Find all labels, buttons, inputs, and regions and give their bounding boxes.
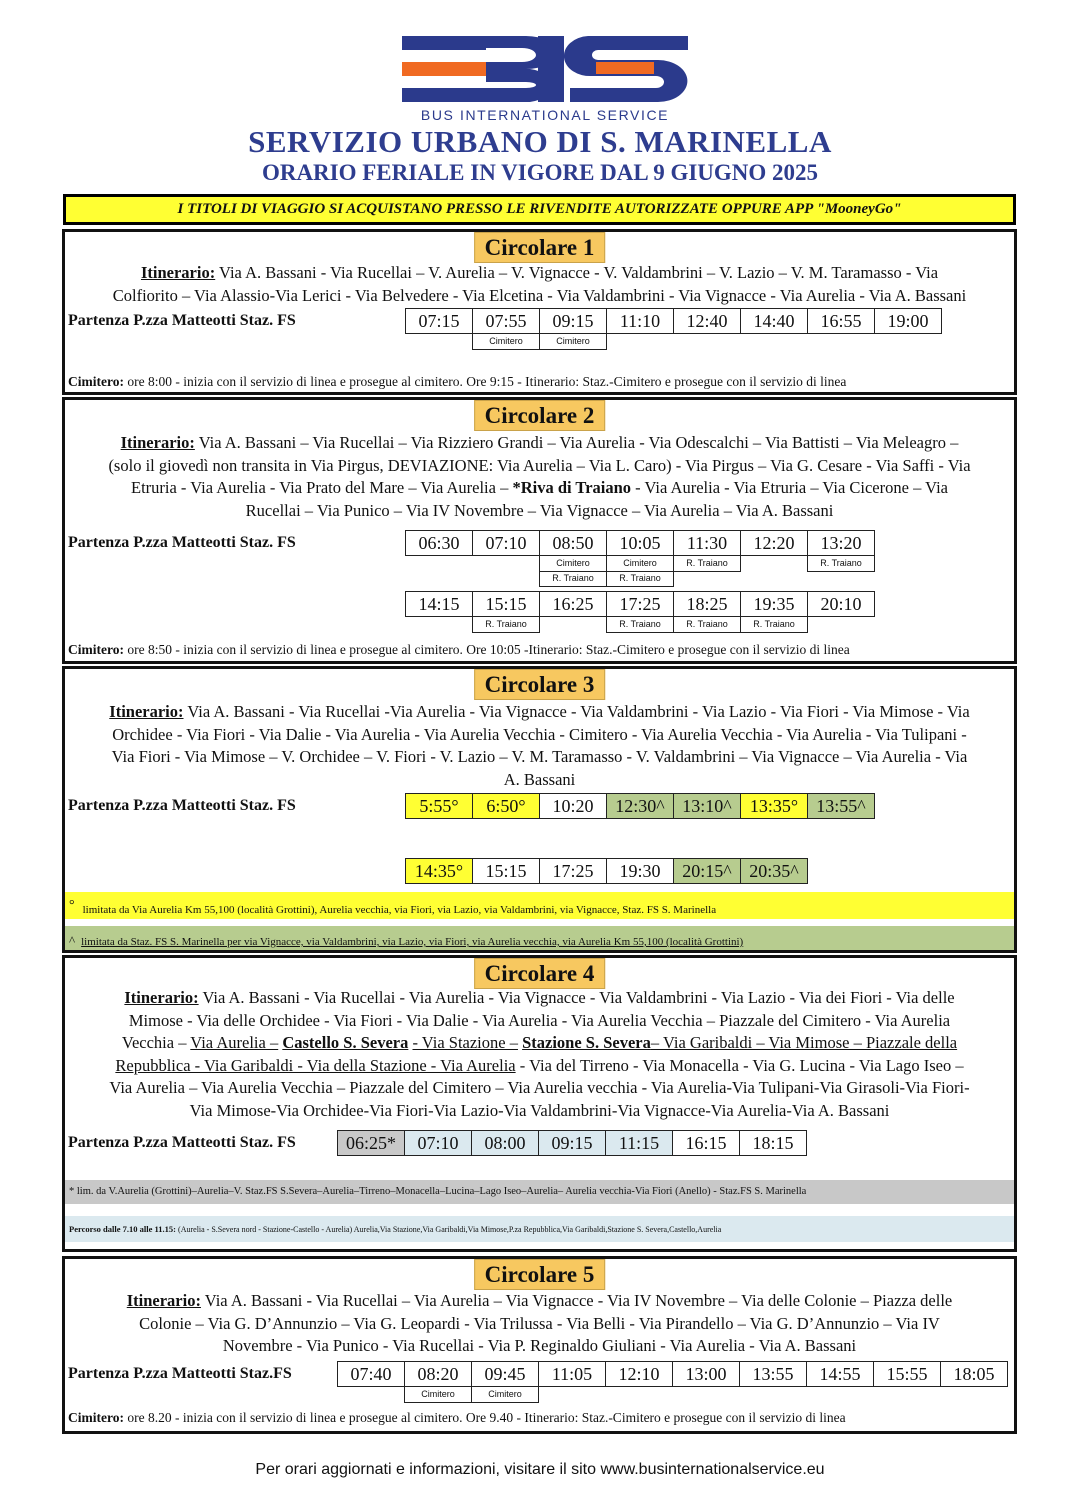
time-cell: 07:10 — [472, 530, 540, 556]
traiano-note: R. Traiano — [539, 571, 607, 587]
itinerary-line: Via A. Bassani - Via Rucellai – Via Aurelia – Via Vignacce - Via IV Novembre – Via delle Colonie – Piazza delle — [204, 1291, 953, 1310]
traiano-note: R. Traiano — [472, 617, 540, 633]
time-cell: 5:55° — [405, 793, 473, 819]
time-value: 19:35 — [753, 594, 795, 614]
legend-text: (Aurelia - S.Severa nord - Stazione-Castello - Aurelia) Aurelia,Via Stazione,Via Garibaldi,Via Mimose,P.za Repubblica,Via Garibaldi,Stazione S. Severa,Castello,Aurelia — [178, 1225, 722, 1234]
time-cell: 16:25 — [539, 591, 607, 617]
times-row — [337, 1361, 1007, 1399]
time-value: 08:20 — [417, 1364, 459, 1384]
time-cell: 20:10 — [807, 591, 875, 617]
cimitero-note: Cimitero — [539, 334, 607, 350]
legend-text: * lim. da V.Aurelia (Grottini)–Aurelia–V. Staz.FS S.Severa–Aurelia–Tirreno–Monacella–Lucina–Lago Iseo–Aurelia– Aurelia vecchia-Via Fiori (Anello) - Staz.FS S. Marinella — [69, 1186, 807, 1197]
time-value: 15:15 — [485, 594, 527, 614]
time-value: 18:25 — [686, 594, 728, 614]
time-cell: 11:15 — [605, 1130, 673, 1156]
itinerary-highlight: Castello S. Severa — [282, 1033, 409, 1052]
time-cell: 15:55 — [873, 1361, 941, 1387]
time-cell: 12:40 — [673, 308, 741, 334]
section-circolare-4 — [62, 955, 1017, 1252]
time-cell: 14:55 — [806, 1361, 874, 1387]
section-circolare-3 — [62, 666, 1017, 953]
itinerary-line: Rucellai – Via Punico – Via IV Novembre – Via Vignacce – Via Aurelia – Via A. Bassani — [245, 500, 834, 520]
legend-label: Percorso dalle 7.10 alle 11.15: — [69, 1224, 177, 1234]
time-cell: 13:55 — [739, 1361, 807, 1387]
time-value: 07:55 — [485, 311, 527, 331]
section-title: Circolare 5 — [474, 1259, 606, 1290]
time-cell: 06:30 — [405, 530, 473, 556]
itinerary-label: Itinerario: — [124, 988, 199, 1007]
time-cell: 07:10 — [404, 1130, 472, 1156]
itinerary — [65, 1290, 1014, 1358]
times-row-1 — [405, 530, 874, 583]
legend-asterisk — [65, 1180, 1014, 1204]
itinerary-line: Via Aurelia – — [190, 1033, 279, 1052]
time-value: 09:45 — [484, 1364, 526, 1384]
section-title: Circolare 4 — [474, 958, 606, 989]
itinerary-label: Itinerario: — [126, 1291, 201, 1310]
times-row-1 — [405, 793, 874, 819]
times-row — [337, 1130, 806, 1156]
time-cell: 10:20 — [539, 793, 607, 819]
itinerary-line: Vecchia – — [121, 1033, 187, 1052]
time-cell: 13:55^ — [807, 793, 875, 819]
time-cell: 15:15 — [472, 858, 540, 884]
time-value: 10:05 — [619, 533, 661, 553]
footer-website: Per orari aggiornati e informazioni, visitare il sito www.businternationalservice.eu — [255, 1461, 825, 1478]
footnote-text: ore 8:00 - inizia con il servizio di linea e prosegue al cimitero. Ore 9:15 - Itinerario: Staz.-Cimitero e prosegue con il servizio di linea — [127, 374, 847, 389]
time-value: 11:30 — [686, 533, 728, 553]
itinerary-line: Colonie – Via G. D’Annunzio – Via G. Leopardi - Via Trilussa - Via Belli - Via Pirandello – Via G. D’Annunzio – Via IV — [139, 1313, 940, 1333]
cimitero-note: Cimitero — [404, 1387, 472, 1403]
time-value: 09:15 — [552, 311, 594, 331]
itinerary — [65, 432, 1014, 522]
time-cell — [539, 308, 607, 346]
time-cell — [673, 530, 741, 568]
departure-label: Partenza P.zza Matteotti Staz. FS — [68, 534, 296, 551]
cimitero-note: Cimitero — [471, 1387, 539, 1403]
section-circolare-1 — [62, 229, 1017, 395]
time-cell: 18:15 — [739, 1130, 807, 1156]
itinerary-label: Itinerario: — [140, 263, 216, 282]
itinerary-line: Via Aurelia – Via Aurelia Vecchia – Piazzale del Cimitero – Via Aurelia vecchia - Via Aurelia-Via Tulipani-Via Girasoli-Via Fiori- — [109, 1078, 970, 1097]
time-cell — [472, 308, 540, 346]
time-cell: 6:50° — [472, 793, 540, 819]
legend-text: limitata da Via Aurelia Km 55,100 (località Grottini), Aurelia vecchia, via Fiori, via Lazio, via Valdambrini, via Vignacce, Staz. FS S. Marinella — [82, 904, 717, 916]
brand-subtitle: BUS INTERNATIONAL SERVICE — [420, 107, 670, 123]
time-cell: 19:30 — [606, 858, 674, 884]
page-title: SERVIZIO URBANO DI S. MARINELLA — [248, 124, 832, 159]
legend-degree — [65, 892, 1014, 919]
legend-text: limitata da Staz. FS S. Marinella per via Vignacce, via Valdambrini, via Lazio, via Fiori, via Aurelia vecchia, via Aurelia Km 55,100 (località Grottini) — [81, 936, 744, 948]
footnote-label: Cimitero: — [68, 642, 124, 657]
time-cell: 14:15 — [405, 591, 473, 617]
section-title: Circolare 2 — [474, 400, 606, 431]
time-cell: 06:25* — [337, 1130, 405, 1156]
section-footnote — [68, 642, 850, 658]
time-cell: 13:10^ — [673, 793, 741, 819]
itinerary-label: Itinerario: — [120, 433, 195, 452]
legend-symbol: ^ — [69, 933, 76, 948]
itinerary-line: A. Bassani — [503, 769, 576, 789]
itinerary-line: (solo il giovedì non transita in Via Pirgus, DEVIAZIONE: Via Aurelia – Via L. Caro) - Via Pirgus – Via G. Cesare - Via Saffi - Via — [108, 455, 971, 475]
time-cell — [807, 530, 875, 568]
itinerary-highlight: *Riva di Traiano — [512, 478, 632, 497]
time-cell — [606, 591, 674, 629]
itinerary-line: Novembre - Via Punico - Via Rucellai - Via P. Reginaldo Giuliani - Via Aurelia - Via A. Bassani — [222, 1336, 857, 1355]
time-cell — [404, 1361, 472, 1399]
traiano-note: R. Traiano — [807, 556, 875, 572]
time-value: 08:50 — [552, 533, 594, 553]
time-cell: 13:00 — [672, 1361, 740, 1387]
time-cell: 11:05 — [538, 1361, 606, 1387]
traiano-note: R. Traiano — [673, 617, 741, 633]
time-value: 17:25 — [619, 594, 661, 614]
time-cell: 09:15 — [538, 1130, 606, 1156]
itinerary-line: Via A. Bassani - Via Rucellai – V. Aurelia – V. Vignacce - V. Valdambrini – V. Lazio – V. M. Taramasso - Via — [219, 263, 939, 282]
time-cell: 12:20 — [740, 530, 808, 556]
departure-label: Partenza P.zza Matteotti Staz.FS — [68, 1365, 292, 1382]
traiano-note: R. Traiano — [673, 556, 741, 572]
time-cell: 20:35^ — [740, 858, 808, 884]
section-circolare-5 — [62, 1256, 1017, 1434]
cimitero-note: Cimitero — [472, 334, 540, 350]
time-cell: 20:15^ — [673, 858, 741, 884]
footnote-text: ore 8.20 - inizia con il servizio di linea e prosegue al cimitero. Ore 9.40 - Itinerario: Staz.-Cimitero e prosegue con il servizio di linea — [127, 1410, 846, 1425]
time-cell — [472, 591, 540, 629]
ticket-notice: I TITOLI DI VIAGGIO SI ACQUISTANO PRESSO LE RIVENDITE AUTORIZZATE OPPURE APP "MooneyGo" — [63, 194, 1016, 225]
cimitero-note: Cimitero — [539, 556, 607, 572]
time-cell: 14:40 — [740, 308, 808, 334]
section-footnote — [68, 374, 846, 390]
time-cell: 07:15 — [405, 308, 473, 334]
itinerary — [65, 701, 1014, 791]
legend-caret — [65, 926, 1014, 950]
time-cell: 13:35° — [740, 793, 808, 819]
traiano-note: R. Traiano — [740, 617, 808, 633]
itinerary-line: - Via Stazione – — [412, 1033, 518, 1052]
section-title: Circolare 3 — [474, 669, 606, 700]
time-cell: 07:40 — [337, 1361, 405, 1387]
time-cell: 12:30^ — [606, 793, 674, 819]
itinerary-line: Via Fiori - Via Mimose – V. Orchidee – V. Fiori - V. Lazio – V. M. Taramasso - V. Valdambrini – Via Vignacce – Via Aurelia - Via — [111, 747, 968, 766]
time-cell: 19:00 — [874, 308, 942, 334]
time-cell: 18:05 — [940, 1361, 1008, 1387]
section-circolare-2 — [62, 397, 1017, 664]
time-cell: 14:35° — [405, 858, 473, 884]
itinerary-line: Via A. Bassani - Via Rucellai -Via Aurelia - Via Vignacce - Via Valdambrini - Via Lazio - Via Fiori - Via Mimose - Via — [187, 702, 970, 721]
time-cell — [606, 530, 674, 583]
departure-label: Partenza P.zza Matteotti Staz. FS — [68, 312, 296, 329]
itinerary — [65, 987, 1014, 1122]
traiano-note: R. Traiano — [606, 571, 674, 587]
time-cell: 16:15 — [672, 1130, 740, 1156]
departure-label: Partenza P.zza Matteotti Staz. FS — [68, 1134, 296, 1151]
itinerary-line: Via Mimose-Via Orchidee-Via Fiori-Via Lazio-Via Valdambrini-Via Vignacce-Via Aurelia-Via A. Bassani — [189, 1100, 890, 1120]
time-cell: 11:10 — [606, 308, 674, 334]
footnote-text: ore 8:50 - inizia con il servizio di linea e prosegue al cimitero. Ore 10:05 -Itinerario: Staz.-Cimitero e prosegue con il servizio di linea — [127, 642, 850, 657]
itinerary-line: Repubblica - Via Garibaldi - Via della Stazione - Via Aurelia — [115, 1055, 516, 1075]
itinerary-highlight: Stazione S. Severa — [522, 1033, 651, 1052]
itinerary-line: Colfiorito – Via Alassio-Via Lerici - Via Belvedere - Via Elcetina - Via Valdambrini - Via Vignacce - Via Aurelia - Via A. Bassani — [112, 285, 967, 305]
time-cell: 12:10 — [605, 1361, 673, 1387]
times-row-2 — [405, 591, 874, 629]
itinerary — [65, 262, 1014, 307]
section-footnote — [68, 1410, 846, 1426]
time-cell — [740, 591, 808, 629]
time-cell: 08:00 — [471, 1130, 539, 1156]
itinerary-label: Itinerario: — [109, 702, 184, 721]
footnote-label: Cimitero: — [68, 1410, 124, 1425]
itinerary-line: - Via Aurelia - Via Etruria – Via Cicerone – Via — [635, 478, 948, 497]
legend-symbol: ° — [69, 898, 75, 913]
time-cell: 17:25 — [539, 858, 607, 884]
footnote-label: Cimitero: — [68, 374, 124, 389]
itinerary-line: - Via del Tirreno - Via Monacella - Via G. Lucina - Via Lago Iseo – — [519, 1055, 964, 1075]
departure-label: Partenza P.zza Matteotti Staz. FS — [68, 797, 296, 814]
time-cell — [539, 530, 607, 583]
itinerary-line: Via A. Bassani – Via Rucellai – Via Rizziero Grandi – Via Aurelia - Via Odescalchi – Via Battisti – Via Meleagro – — [198, 433, 959, 452]
page-subtitle: ORARIO FERIALE IN VIGORE DAL 9 GIUGNO 2025 — [261, 160, 819, 185]
itinerary-line: Etruria - Via Aurelia - Via Prato del Mare – Via Aurelia – — [131, 478, 509, 497]
times-row-2 — [405, 858, 807, 884]
times-row — [405, 308, 941, 346]
time-cell: 16:55 — [807, 308, 875, 334]
time-cell — [471, 1361, 539, 1399]
cimitero-note: Cimitero — [606, 556, 674, 572]
time-value: 13:20 — [820, 533, 862, 553]
section-title: Circolare 1 — [474, 232, 606, 263]
time-cell — [673, 591, 741, 629]
traiano-note: R. Traiano — [606, 617, 674, 633]
itinerary-line: Orchidee - Via Fiori - Via Dalie - Via Aurelia - Via Aurelia Vecchia - Cimitero - Via Aurelia Vecchia - Via Aurelia - Via Tulipani - — [112, 724, 967, 744]
itinerary-line: – Via Garibaldi – Via Mimose – Piazzale della — [650, 1033, 958, 1052]
itinerary-line: Via A. Bassani - Via Rucellai - Via Aurelia - Via Vignacce - Via Valdambrini - Via Lazio - Via dei Fiori - Via delle — [202, 988, 955, 1007]
itinerary-line: Mimose - Via delle Orchidee - Via Fiori - Via Dalie - Via Aurelia - Via Aurelia Vecchia – Piazzale del Cimitero - Via Aurelia — [128, 1010, 951, 1030]
legend-route — [65, 1216, 1014, 1242]
